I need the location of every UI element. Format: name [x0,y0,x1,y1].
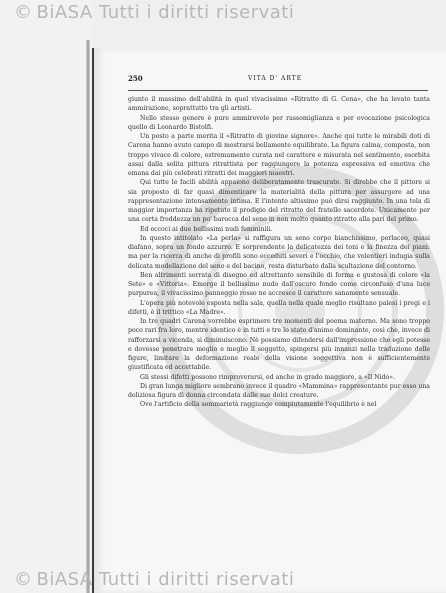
paragraph: Di gran lunga migliore sembrano invece il quadro «Mammina» rappresentante pur esso una deliziosa figura di donna circondata dalle sue dolci creature. [128,382,430,399]
paragraph: In tre quadri Carena vorrebbe esprimere tre momenti del poema materno. Ma sono troppo poco rari fra loro, mentre identico è in tutti e tre lo stato d'animo dominante, così che, invece di rafforzarsi a vicenda, si diminuiscono. Nè possiamo difendersi dall'impressione che egli potesse e dovesse penetrare meglio e meglio il soggetto, spingersi più innanzi nella traduzione delle figure, limitare la deformazione reale della visione soggettiva non è sufficientemente giustificata ed accettabile. [128,318,430,372]
paragraph: In questo intitolato «La perla» si raffigura un seno corpo bianchissimo, perlaceo, quasi diafano, sopra un fondo azzurro. E sorprendente la delicatezza dei toni e la finezza dei piani: ma per la ricerca di anche di profili sono ecceduti severi e l'occhio, che volentieri indugia sulla delicata modellazione del seno e del bacino, resta disturbato dalla scultazione del contorno. [128,234,430,270]
paragraph: Ove l'artificio della sommarietà raggiunge compiutamente l'equilibrio è nel [140,401,377,409]
copyright-icon: © [14,2,33,23]
paragraph: Nello stesso genere è pure ammirevole per rassomiglianza e per evocazione psicologica quello di Leonardo Bistolfi. [128,114,430,131]
paragraph: Ed eccoci ai due bellissimi nudi femminili. [140,225,273,233]
watermark-bottom-text: BiASA Tutti i diritti riservati [36,569,295,590]
running-title: VITA D' ARTE [248,75,303,82]
paragraph: Un posto a parte merita il «Ritratto di giovine signore». Anche qui tutte le mirabili doti di Carena hanno avuto campo di mostrarsi bellamente equilibrate. La figura calma, composta, non troppo vivace di colore, estremamente curata nel carattere e misurata nel sentimento, esorbita assai dalla solita pittura ritrattista per raggiungere la potenza espressiva ed emotiva che emana dai più celebrati ritratti dei maggiori maestri. [128,133,430,177]
book-spine-edge [86,40,90,593]
paragraph: Gli stessi difetti possono rimproverarsi, ed anche in grado maggiore, a «Il Nido». [140,373,395,381]
paragraph: Ben altrimenti serrata di disegno ed altrettanto sensibile di forma e gustosa di colore «la Sete» e «Vittoria». Emerge il bellissimo nudo dall'oscuro fondo come circonfuso d'una luce purpurea, il vivacissimo panneggio rosso ne accresce il carattere sanamente sensuale. [128,271,430,298]
running-head [128,74,428,88]
page-number: 250 [128,74,143,83]
book-inner-margin [0,0,92,593]
header-rule [128,90,428,91]
watermark-top-text: BiASA Tutti i diritti riservati [36,2,295,23]
paragraph: L'opera più notevole esposta nella sala, quella nella quale meglio risultano palesi i pregi e i difetti, è il trittico «La Madre». [128,299,430,316]
copyright-icon: © [14,569,33,590]
paragraph: Qui tutte le facili abilità appaiono deliberatamente trascurate. Si direbbe che il pittore si sia proposto di far quasi dimenticare la materialità della pittura per assurgere ad una rappresentazione intensamente intima. E l'intento altissimo può dirsi raggiunto. In una tela di maggior importanza ha ripetuto il prodigio del ritratto del fratello sacerdote. Unicamente per una certa freddezza un po' barocca del seno in non molto quanto ritratto alla pari del primo. [128,179,430,224]
article-text [128,95,430,410]
watermark-bottom [14,569,434,590]
paragraph: giunto il massimo dell'abilità in quel vivacissimo «Ritratto di G. Cena», che ha levato tanta ammirazione, soprattutto tra gli artisti. [128,96,430,113]
watermark-top [14,2,434,23]
